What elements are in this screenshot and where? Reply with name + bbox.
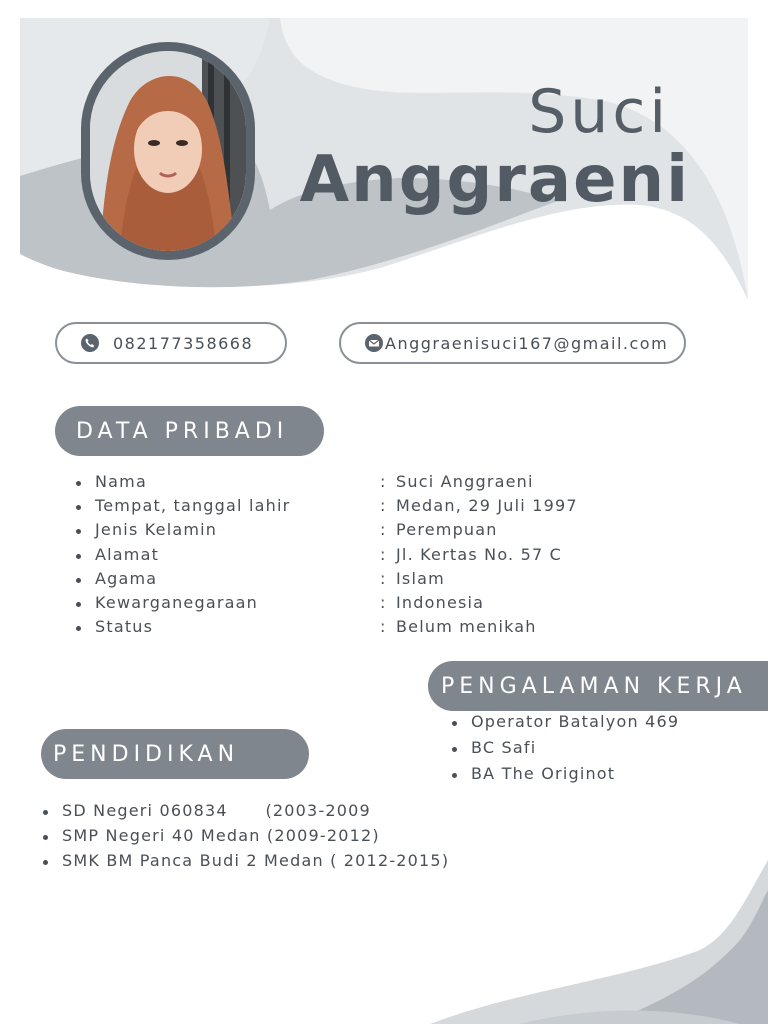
separator: : (380, 520, 387, 540)
value-row (380, 544, 578, 568)
phone-icon (81, 334, 99, 352)
list-item: Kewarganegaraan (95, 592, 290, 616)
mail-icon (365, 334, 383, 352)
last-name: Anggraeni (299, 143, 690, 217)
value-text: Medan, 29 Juli 1997 (396, 496, 578, 516)
separator: : (380, 496, 387, 516)
education-list (62, 800, 449, 875)
list-item: Alamat (95, 544, 290, 568)
section-title-pendidikan: PENDIDIKAN (41, 729, 309, 779)
first-name: Suci (528, 77, 670, 147)
personal-data-labels (95, 471, 290, 640)
list-item: Status (95, 616, 290, 640)
value-row (380, 471, 578, 495)
value-text: Perempuan (396, 520, 498, 540)
value-text: Suci Anggraeni (396, 472, 534, 491)
list-item: SD Negeri 060834 (2003-2009 (62, 800, 449, 825)
email-address: Anggraenisuci167@gmail.com (385, 333, 669, 353)
value-row (380, 568, 578, 592)
list-item: SMP Negeri 40 Medan (2009-2012) (62, 825, 449, 850)
list-item: Operator Batalyon 469 (471, 711, 679, 737)
separator: : (380, 568, 387, 588)
list-item: Jenis Kelamin (95, 519, 290, 543)
value-text: Belum menikah (396, 617, 537, 637)
value-row (380, 592, 578, 616)
list-item: Agama (95, 568, 290, 592)
list-item: Tempat, tanggal lahir (95, 495, 290, 519)
value-text: Jl. Kertas No. 57 C (396, 544, 563, 564)
section-title-data-pribadi: DATA PRIBADI (55, 406, 324, 456)
profile-photo-frame (81, 42, 255, 260)
separator: : (380, 617, 387, 637)
list-item: Nama (95, 471, 290, 495)
portrait-image (90, 51, 246, 251)
separator: : (380, 472, 387, 491)
value-row (380, 519, 578, 543)
phone-pill (55, 322, 287, 364)
value-text: Islam (396, 568, 445, 588)
value-row (380, 616, 578, 640)
personal-data-values (380, 471, 578, 640)
section-title-pengalaman-kerja: PENGALAMAN KERJA (428, 661, 768, 711)
list-item: BC Safi (471, 737, 679, 763)
separator: : (380, 544, 387, 564)
email-pill (339, 322, 686, 364)
phone-number: 082177358668 (113, 333, 254, 353)
list-item: SMK BM Panca Budi 2 Medan ( 2012-2015) (62, 850, 449, 875)
separator: : (380, 592, 387, 612)
value-text: Indonesia (396, 592, 485, 612)
list-item: BA The Originot (471, 763, 679, 789)
profile-photo (90, 51, 246, 251)
value-row (380, 495, 578, 519)
work-experience-list (471, 711, 679, 789)
